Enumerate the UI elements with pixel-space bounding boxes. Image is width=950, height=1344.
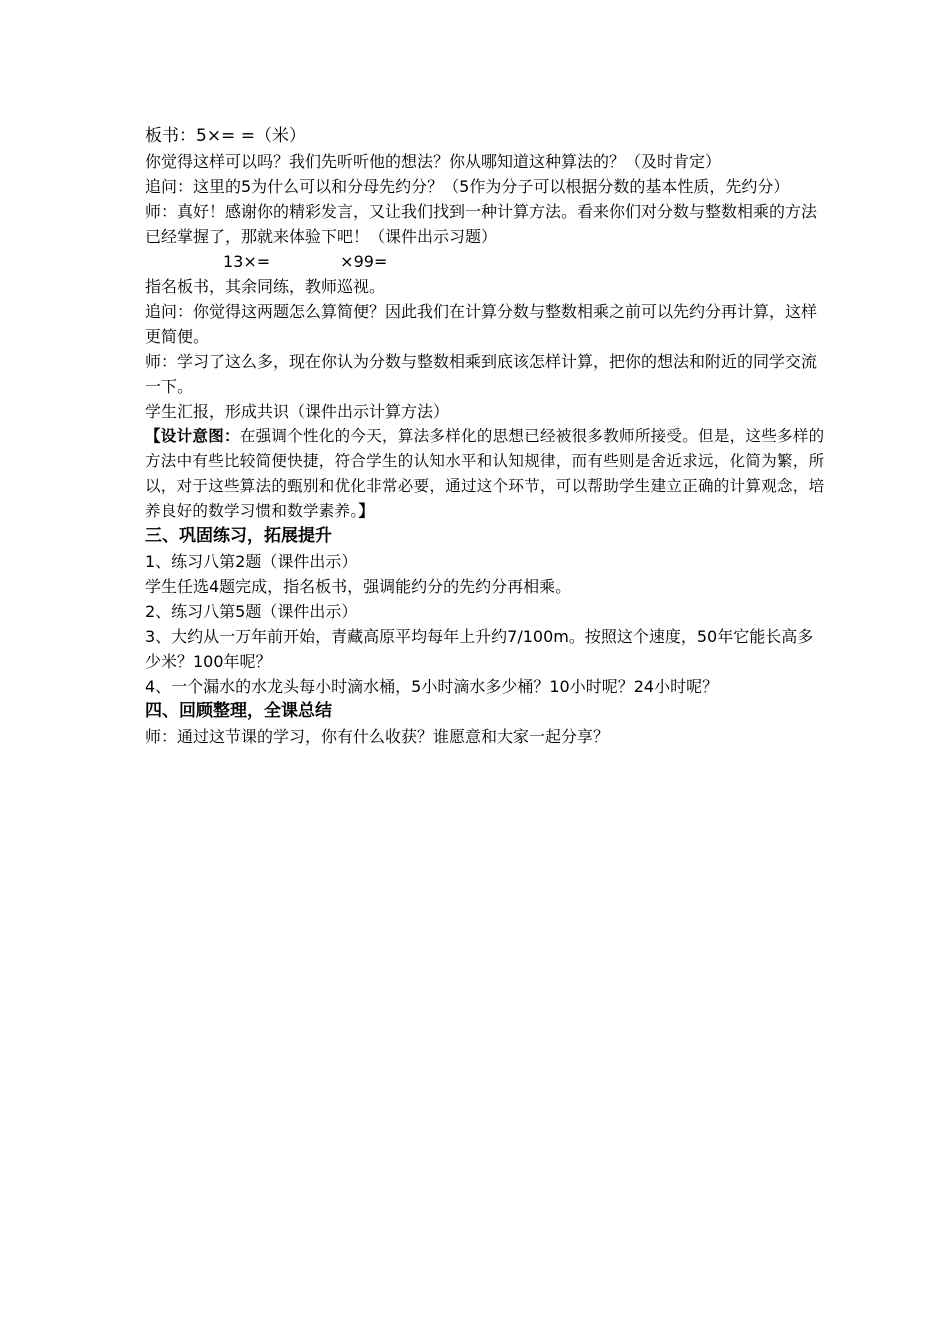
- section-4-item: 师：通过这节课的学习，你有什么收获？谁愿意和大家一起分享？: [145, 727, 610, 746]
- design-intent: [145, 424, 825, 524]
- section-3-item: 4、一个漏水的水龙头每小时滴水桶，5小时滴水多少桶？10小时呢？24小时呢？: [145, 677, 719, 696]
- follow-up-question-2: 追问：你觉得这两题怎么算简便？因此我们在计算分数与整数相乘之前可以先约分再计算，这样更简便。: [145, 302, 818, 346]
- design-intent-label: 【设计意图：: [145, 427, 240, 445]
- section-3-item: 学生任选4题完成，指名板书，强调能约分的先约分再相乘。: [145, 577, 572, 596]
- teacher-praise: 师：真好！感谢你的精彩发言，又让我们找到一种计算方法。看来你们对分数与整数相乘的方法已经掌握了，那就来体验下吧！（课件出示习题）: [145, 202, 818, 246]
- board-writing-line: 板书：5×= =（米）: [145, 126, 306, 146]
- formula-1: 13×=: [223, 252, 271, 271]
- document-page: [145, 124, 825, 749]
- design-intent-text: 在强调个性化的今天，算法多样化的思想已经被很多教师所接受。但是，这些多样的方法中有些比较简便快捷，符合学生的认知水平和认知规律，而有些则是舍近求远，化简为繁，所以，对于这些算法的甄别和优化非常必要，通过这个环节，可以帮助学生建立正确的计算观念，培养良好的数学习惯和数学素养。: [145, 427, 825, 520]
- formula-2: ×99=: [340, 252, 388, 271]
- section-3-item: 1、练习八第2题（课件出示）: [145, 552, 358, 571]
- section-3-item: 2、练习八第5题（课件出示）: [145, 602, 358, 621]
- design-intent-end: 】: [358, 502, 375, 520]
- student-report: 学生汇报，形成共识（课件出示计算方法）: [145, 402, 450, 421]
- exercise-formulas: [145, 249, 825, 274]
- section-3-heading: 三、巩固练习，拓展提升: [145, 526, 332, 546]
- teacher-discussion: 师：学习了这么多，现在你认为分数与整数相乘到底该怎样计算，把你的想法和附近的同学交流一下。: [145, 352, 818, 396]
- board-instruction: 指名板书，其余同练，教师巡视。: [145, 277, 386, 296]
- section-4-heading: 四、回顾整理，全课总结: [145, 701, 332, 721]
- follow-up-question-1: 追问：这里的5为什么可以和分母先约分？（5作为分子可以根据分数的基本性质，先约分）: [145, 177, 790, 196]
- teacher-question-1: 你觉得这样可以吗？我们先听听他的想法？你从哪知道这种算法的？（及时肯定）: [145, 152, 722, 171]
- section-3-item: 3、大约从一万年前开始，青藏高原平均每年上升约7/100m。按照这个速度，50年它能长高多少米？100年呢？: [145, 627, 814, 671]
